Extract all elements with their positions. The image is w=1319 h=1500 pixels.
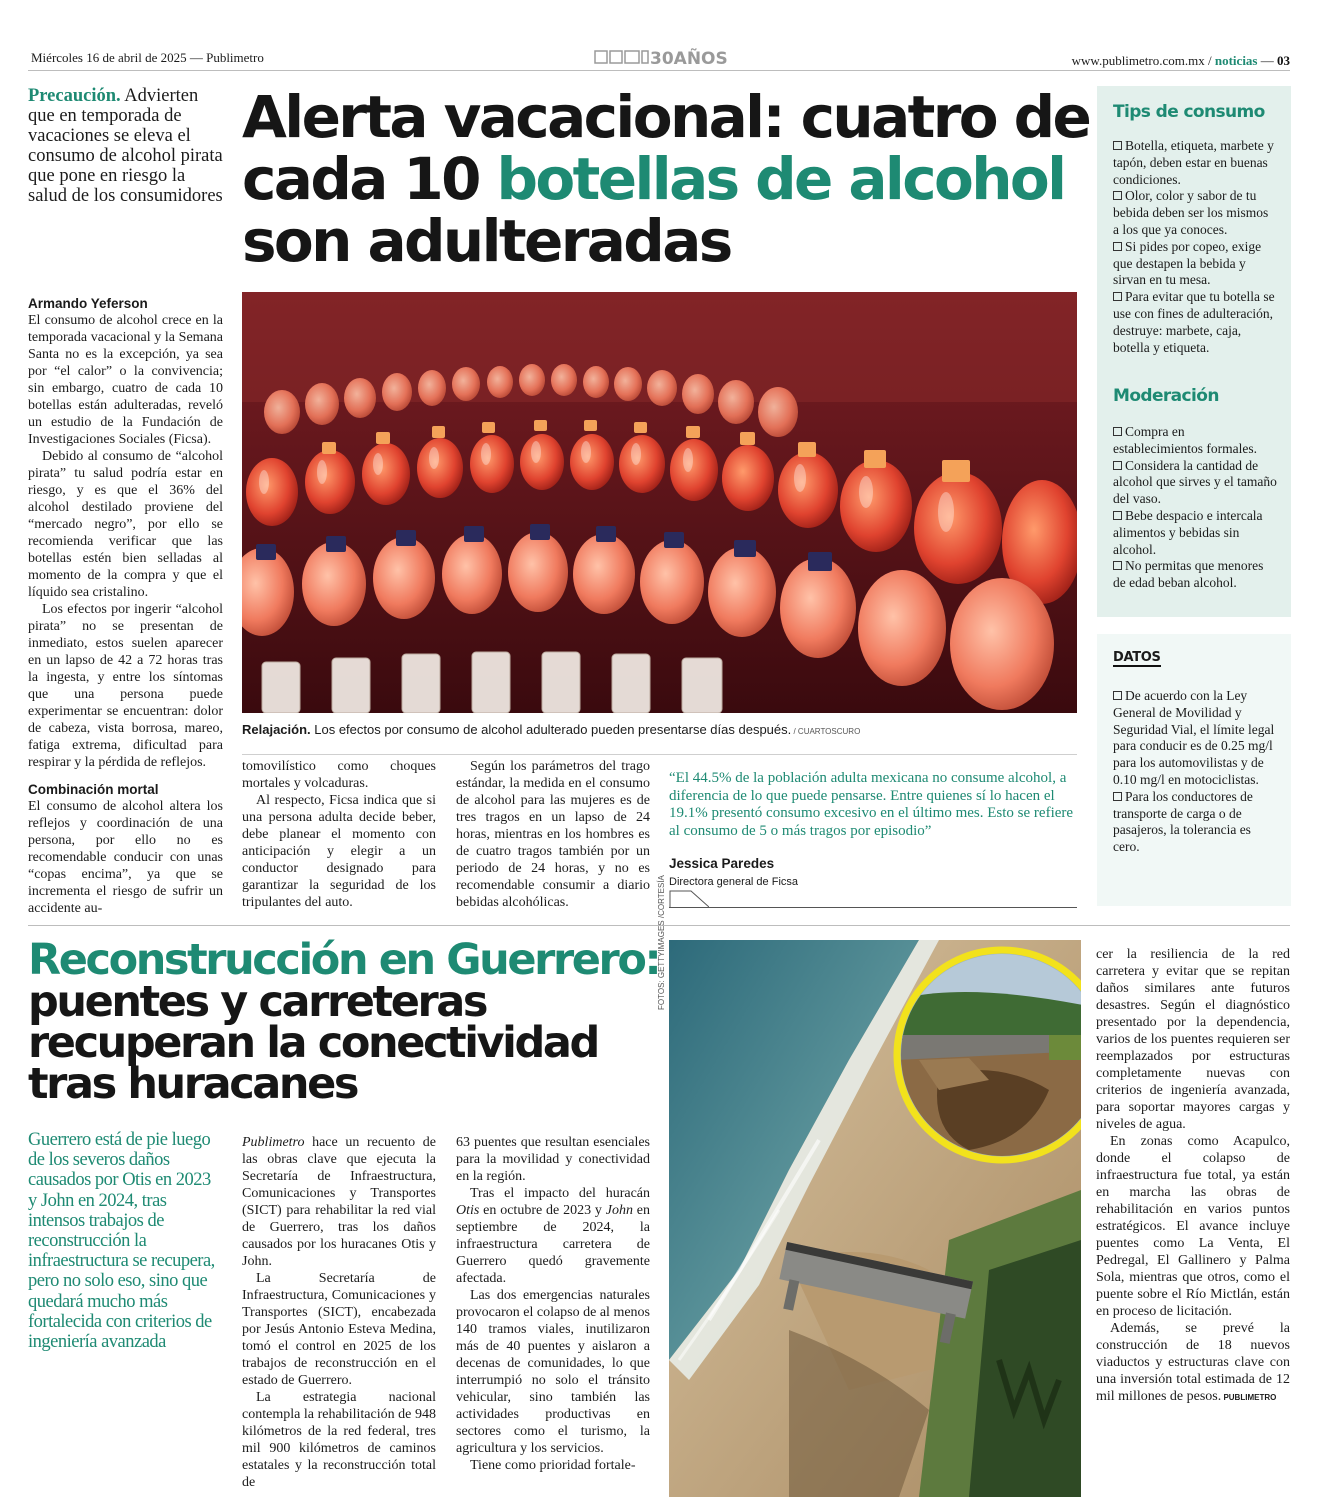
header-divider xyxy=(28,70,1290,71)
page-separator: — xyxy=(1257,53,1277,68)
story1-column-2 xyxy=(242,758,436,911)
headline-part2: son adulteradas xyxy=(242,207,731,275)
lede-text: Advierten que en temporada de vacaciones se eleva el consumo de alcohol pirata que pone en riesgo la salud de los consumidores xyxy=(28,86,223,206)
story2-column-3 xyxy=(1096,946,1290,1406)
caption-label: Relajación. xyxy=(242,722,311,737)
story2-headline-highlight: Reconstrucción en Guerrero: xyxy=(28,935,660,985)
story1-lede xyxy=(28,86,223,206)
quote-divider xyxy=(669,907,1077,908)
tip-item: Botella, etiqueta, marbete y tapón, deben estar en buenas condiciones. xyxy=(1113,138,1274,187)
checkbox-icon xyxy=(1113,461,1122,470)
publication-name: Publimetro xyxy=(242,1135,305,1150)
paragraph: Además, se prevé la construcción de 18 nuevos viaductos y estructuras clave con una inversión total estimada de 12 mil millones de pesos. xyxy=(1096,1321,1290,1404)
photo2-credit: FOTOS: GETTYIMAGES /CORTESÍA xyxy=(657,875,666,1010)
datos-list xyxy=(1113,688,1277,856)
bottles-photo xyxy=(242,292,1077,713)
paragraph: cer la resiliencia de la red carretera y evitar que se repitan daños similares ante futuros desastres. Según el diagnóstico presentado por la dependencia, varios de los puentes requieren ser reemplazados por estructuras completamente nuevas con criterios de ingeniería avanzada, para soportar mayores cargas y niveles de agua. xyxy=(1096,947,1290,1132)
datos-title: DATOS xyxy=(1113,650,1161,665)
story2-lede: Guerrero está de pie luego de los severos daños causados por Otis en 2023 y John en 2024, tras intensos trabajos de reconstrucción la infraestructura se recupera, pero no solo eso, sino que quedará mucho más fortalecida con criterios de ingeniería avanzada xyxy=(28,1130,215,1353)
header-date-source: Miércoles 16 de abril de 2025 — Publimetro xyxy=(31,50,264,65)
lede-label: Precaución. xyxy=(28,86,121,106)
datos-box xyxy=(1097,634,1291,906)
headline-part1: Alerta vacacional: cuatro de cada 10 xyxy=(242,83,1090,213)
paragraph: La estrategia nacional contempla la rehabilitación de 948 kilómetros de la red federal, tres mil 900 kilómetros de caminos estatales y la reconstrucción total de xyxy=(242,1390,436,1490)
headline-highlight: botellas de alcohol xyxy=(496,145,1065,213)
datos-item: Para los conductores de transporte de carga o de pasajeros, la tolerancia es cero. xyxy=(1113,788,1253,855)
checkbox-icon xyxy=(1113,292,1122,301)
moderation-item: Considera la cantidad de alcohol que sirves y el tamaño del vaso. xyxy=(1113,457,1277,507)
quote-pointer-icon xyxy=(669,890,709,908)
story1-headline xyxy=(242,83,1092,275)
checkbox-icon xyxy=(1113,511,1122,520)
photo-caption xyxy=(242,722,1077,737)
tip-item: Olor, color y sabor de tu bebida deben ser los mismos a los que ya conoces. xyxy=(1113,188,1269,237)
moderation-item: Compra en establecimientos formales. xyxy=(1113,424,1257,456)
anniversary-logo xyxy=(594,47,734,69)
paragraph: Las dos emergencias naturales provocaron el colapso de al menos 140 tramos viales, inutilizaron más de 40 puentes y aislaron a decenas de comunidades, lo que interrumpió no solo el tránsito vehicular, sino también las actividades productivas en sectores como el turismo, la agricultura y los servicios. xyxy=(456,1288,650,1456)
paragraph: El consumo de alcohol altera los reflejos y coordinación de una persona, por ello no es recomendable conducir con unas “copas encima”, ya que se incrementa el riesgo de sufrir un accidente au- xyxy=(28,799,223,916)
tips-title: Tips de consumo xyxy=(1113,102,1265,122)
paragraph: Según los parámetros del trago estándar, la medida en el consumo de alcohol para las mujeres es de tres tragos en un lapso de 24 horas, mientras en los hombres es de cuatro tragos también por un periodo de 24 horas, y no es recomendable consumir a diario bebidas alcohólicas. xyxy=(456,759,650,910)
checkbox-icon xyxy=(1113,242,1122,251)
moderation-list xyxy=(1113,424,1277,592)
section-name[interactable]: noticias xyxy=(1214,53,1258,68)
page-number: 03 xyxy=(1277,53,1290,68)
checkbox-icon xyxy=(1113,191,1122,200)
subheading: Combinación mortal xyxy=(28,782,159,797)
moderation-item: Bebe despacio e intercala alimentos y bebidas sin alcohol. xyxy=(1113,507,1263,557)
caption-divider xyxy=(242,754,1077,755)
moderation-title: Moderación xyxy=(1113,386,1219,406)
header-site-info xyxy=(1072,53,1290,69)
guerrero-road-photo xyxy=(669,940,1081,1497)
paragraph: tomovilístico como choques mortales y volcaduras. xyxy=(242,759,436,791)
paragraph: Tiene como prioridad fortale- xyxy=(470,1458,636,1473)
checkbox-icon xyxy=(1113,691,1122,700)
paragraph: El consumo de alcohol crece en la temporada vacacional y la Semana Santa no es la excepción, ya sea por “el calor” o la convivencia; sin embargo, cuatro de cada 10 botellas están adulteradas, reveló un estudio de la Fundación de Investigaciones Sociales (Ficsa). xyxy=(28,313,223,447)
photo-credit: / CUARTOSCURO xyxy=(791,727,861,736)
caption-text: Los efectos por consumo de alcohol adulterado pueden presentarse días después. xyxy=(310,722,792,737)
quote-role: Directora general de Ficsa xyxy=(669,876,799,888)
story2-column-1 xyxy=(242,1134,436,1491)
tips-list xyxy=(1113,138,1277,356)
story1-column-1 xyxy=(28,295,223,917)
paragraph: Debido al consumo de “alcohol pirata” tu salud podría estar en riesgo, y es que el 36% del alcohol destilado proviene del “mercado negro”, por ello se recomienda verificar que las botellas estén bien selladas al momento de la compra y que el líquido sea cristalino. xyxy=(28,449,223,600)
author-byline: Armando Yeferson xyxy=(28,296,148,311)
paragraph: La Secretaría de Infraestructura, Comunicaciones y Transportes (SICT), encabezada por Jesús Antonio Esteva Medina, tomó el control en 2025 de los trabajos de reconstrucción en el estado de Guerrero. xyxy=(242,1271,436,1388)
datos-item: De acuerdo con la Ley General de Movilidad y Seguridad Vial, el límite legal para conducir es de 0.25 mg/l para los automovilistas y de 0.10 mg/l en motociclistas. xyxy=(1113,688,1275,787)
tip-item: Si pides por copeo, exige que destapen la bebida y sirvan en tu mesa. xyxy=(1113,238,1262,288)
paragraph: Al respecto, Ficsa indica que si una persona adulta decide beber, debe planear el momento con anticipación y elegir a un conductor designado para garantizar la seguridad de los tripulantes del auto. xyxy=(242,793,436,910)
tip-item: Para evitar que tu botella se use con fines de adulteración, destruye: marbete, caja, botella y etiqueta. xyxy=(1113,289,1275,355)
paragraph: hace un recuento de las obras clave que ejecuta la Secretaría de Infraestructura, Comunicaciones y Transportes (SICT) para rehabilitar la red vial de Guerrero, tras los daños causados por los huracanes Otis y John. xyxy=(242,1135,436,1269)
checkbox-icon xyxy=(1113,427,1122,436)
paragraph: Los efectos por ingerir “alcohol pirata” no se presentan de inmediato, estos suelen aparecer en un lapso de 42 a 72 horas tras la ingesta, y entre los síntomas que una persona puede experimentar se encuentran: dolor de cabeza, vista borrosa, mareo, fatiga extrema, dificultad para respirar y la pérdida de reflejos. xyxy=(28,602,223,770)
pull-quote: “El 44.5% de la población adulta mexicana no consume alcohol, a diferencia de lo que puede pensarse. Entre quienes sí lo hacen el 19.1% presentó consumo excesivo en el último mes. Esto se refiere al consumo de 5 o más tragos por episodio” xyxy=(669,770,1074,839)
checkbox-icon xyxy=(1113,561,1122,570)
story2-headline: puentes y carreteras recuperan la conectividad tras huracanes xyxy=(28,977,598,1109)
story1-column-3 xyxy=(456,758,650,911)
site-url[interactable]: www.publimetro.com.mx xyxy=(1071,53,1205,68)
checkbox-icon xyxy=(1113,141,1122,150)
moderation-item: No permitas que menores de edad beban alcohol. xyxy=(1113,558,1264,591)
signature: PUBLIMETRO xyxy=(1221,1393,1277,1402)
quote-author: Jessica Paredes xyxy=(669,856,775,871)
story2-column-2: 63 puentes que resultan esenciales para la movilidad y conectividad en la región. Tras el impacto del huracán Otis en octubre de 2023 y John en septiembre de 2024, la infraestructura carretera de Guerrero quedó gravemente afectada. Las dos emergencias naturales provocaron el colapso de al menos 140 tramos viales, inutilizaron más de 40 puentes y aislaron a decenas de comunidades, lo que interrumpió no solo el tránsito vehicular, sino también las actividades productivas en sectores como el turismo, la agricultura y los servicios. Tiene como prioridad fortale- xyxy=(456,1135,650,1473)
paragraph: En zonas como Acapulco, donde el colapso de infraestructura fue total, ya están en marcha las obras de rehabilitación en varios puntos estratégicos. El avance incluye puentes como La Venta, El Pedregal, El Gallinero y Palma Sola, mientras que otros, como el puente sobre el Río Mictlán, están en proceso de licitación. xyxy=(1096,1134,1290,1319)
site-separator: / xyxy=(1204,53,1215,68)
paragraph: 63 puentes que resultan esenciales para la movilidad y conectividad en la región. xyxy=(456,1135,650,1184)
checkbox-icon xyxy=(1113,792,1122,801)
logo-text: 30AÑOS xyxy=(650,49,728,69)
tips-sidebar xyxy=(1097,86,1291,617)
